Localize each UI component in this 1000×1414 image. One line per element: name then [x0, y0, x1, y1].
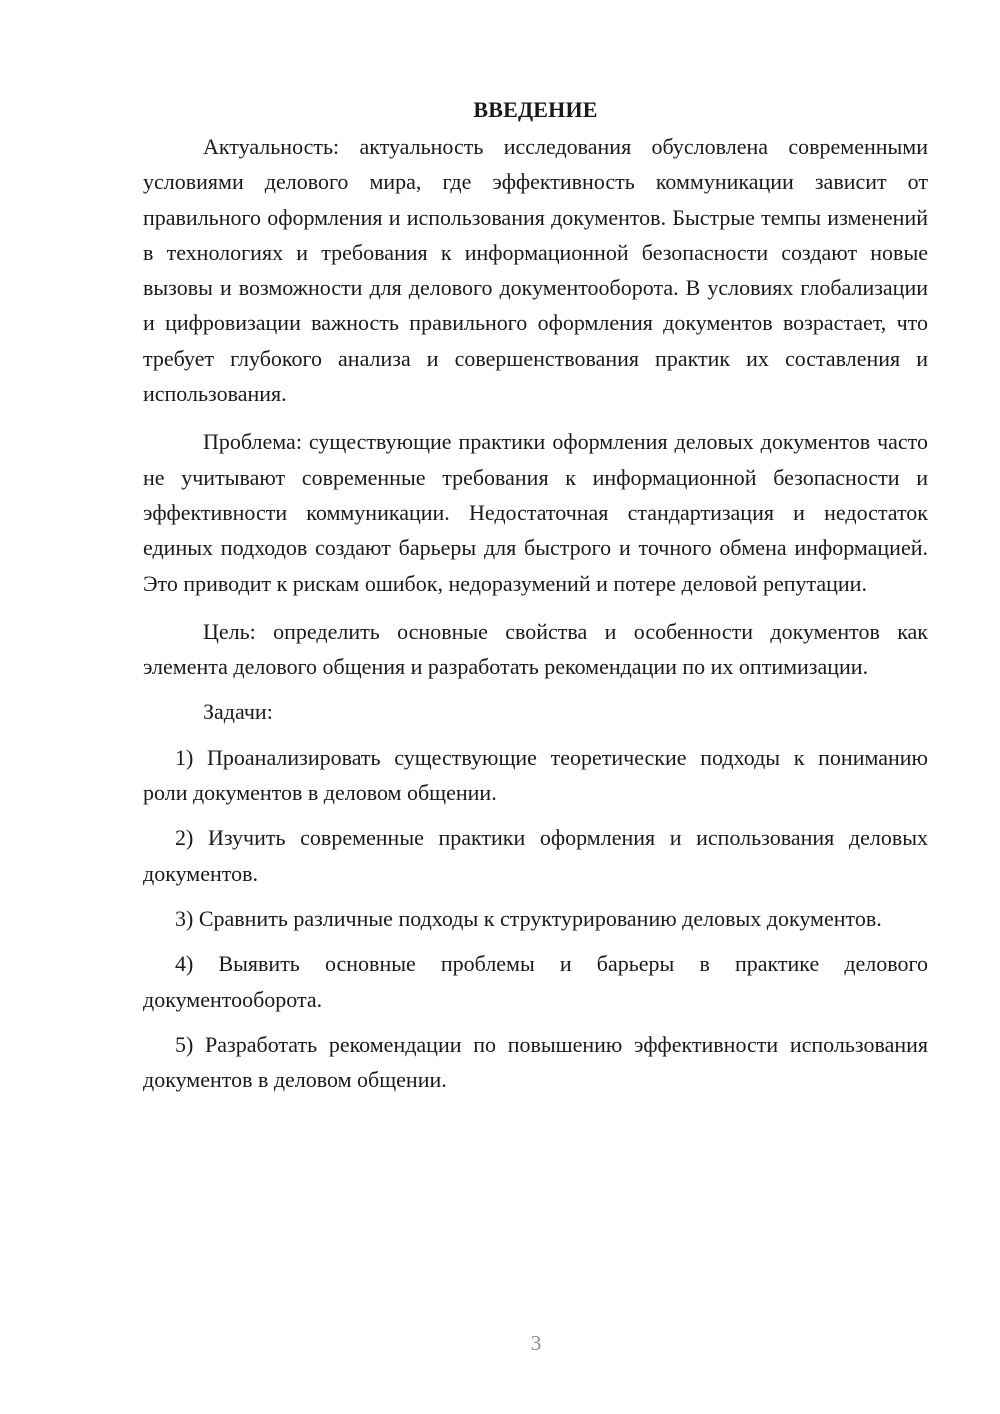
task-item-5: 5) Разработать рекомендации по повышению эффективности использования документов в деловом общении.	[143, 1031, 928, 1093]
task-item-3: 3) Сравнить различные подходы к структурированию деловых документов.	[175, 905, 882, 931]
page-number: 3	[530, 1331, 542, 1355]
relevance-paragraph: Актуальность: актуальность исследования обусловлена современными условиями делового мира, где эффективность коммуникации зависит от правильного оформления и использования документов. Быстрые темпы изменений в технологиях и требования к информационной безопасности создают новые вызовы и возможности для делового документооборота. В условиях глобализации и цифровизации важность правильного оформления документов возрастает, что требует глубокого анализа и совершенствования практик их составления и использования.	[143, 134, 928, 407]
section-title: ВВЕДЕНИЕ	[473, 97, 598, 122]
task-item-1: 1) Проанализировать существующие теоретические подходы к пониманию роли документов в деловом общении.	[143, 744, 928, 806]
goal-paragraph: Цель: определить основные свойства и особенности документов как элемента делового общения и разработать рекомендации по их оптимизации.	[143, 618, 928, 680]
page-content	[143, 92, 928, 1097]
problem-paragraph: Проблема: существующие практики оформления деловых документов часто не учитывают современные требования к информационной безопасности и эффективности коммуникации. Недостаточная стандартизация и недостаток единых подходов создают барьеры для быстрого и точного обмена информацией. Это приводит к рискам ошибок, недоразумений и потере деловой репутации.	[143, 429, 928, 596]
task-item-4: 4) Выявить основные проблемы и барьеры в практике делового документооборота.	[143, 951, 928, 1012]
tasks-heading: Задачи:	[203, 699, 273, 725]
task-item-2: 2) Изучить современные практики оформления и использования деловых документов.	[143, 825, 928, 886]
